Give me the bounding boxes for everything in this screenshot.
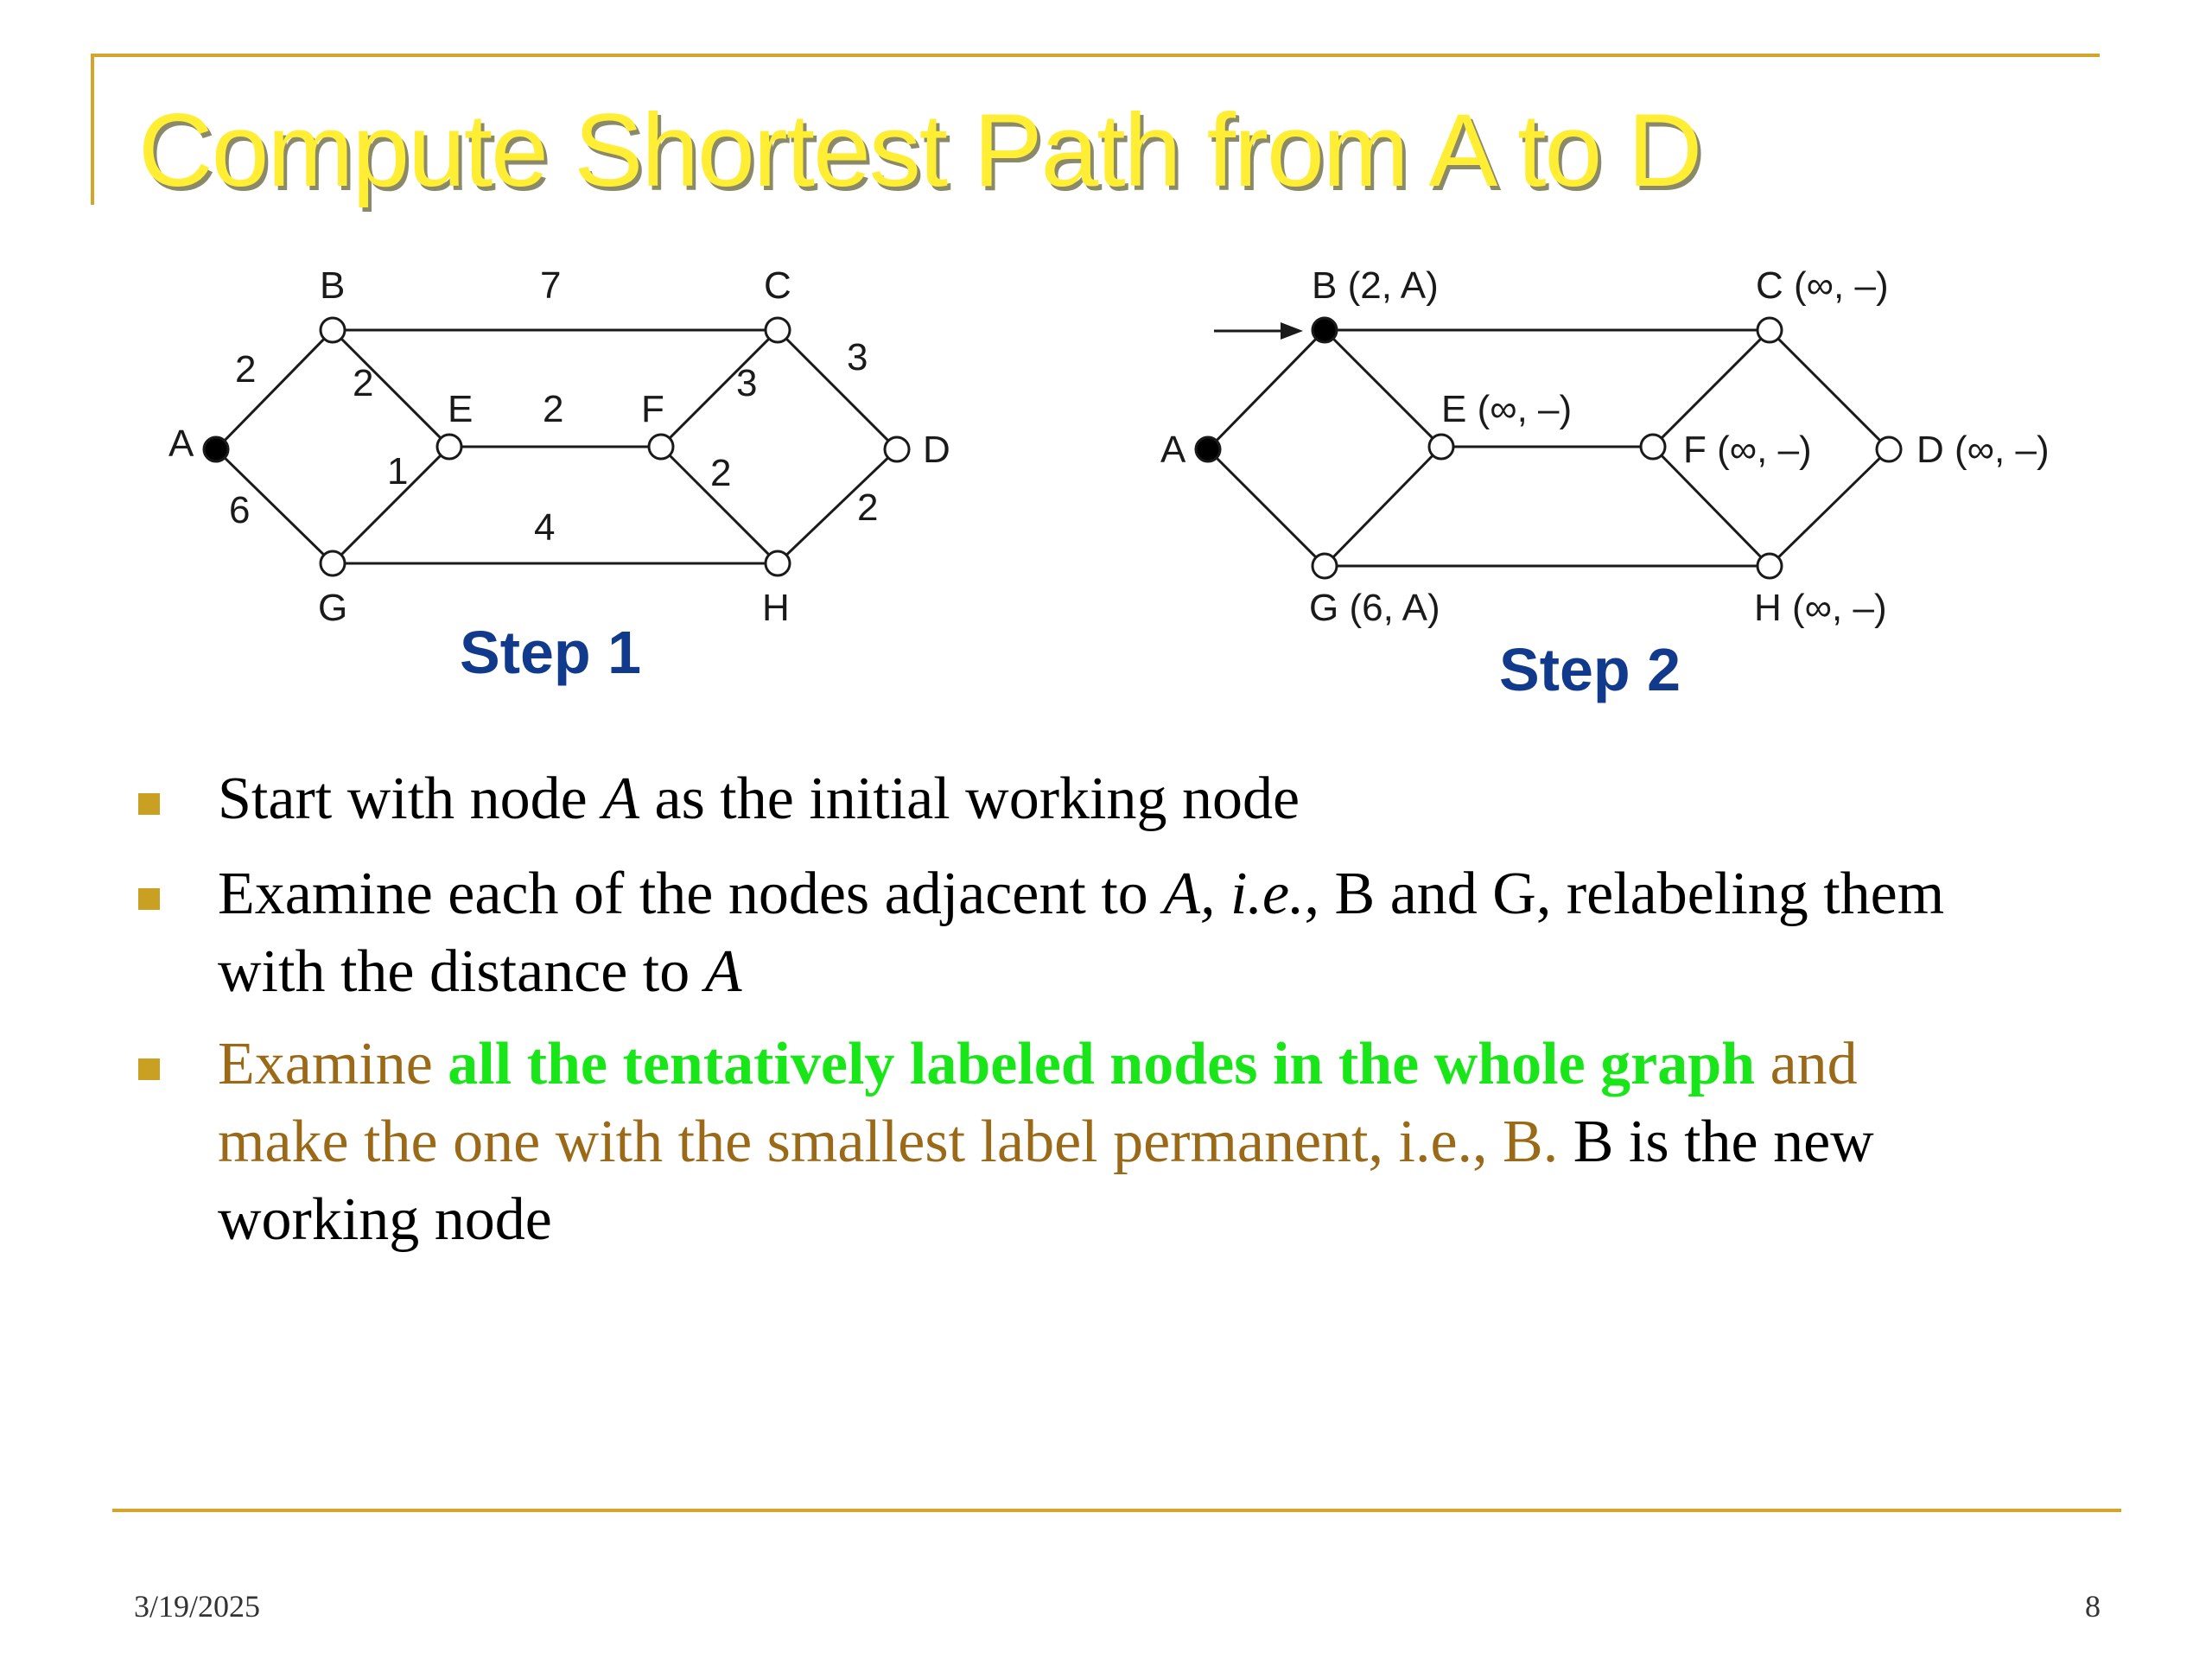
step2-label-e: E (∞, –): [1441, 388, 1573, 430]
step1-node-d: [885, 437, 909, 461]
bullet-2-text-a: Examine each of the nodes adjacent to: [218, 861, 1164, 927]
bullet-3-text-d: B is the new: [1558, 1109, 1874, 1175]
step1-graph: [216, 330, 897, 563]
step2-label-g: G (6, A): [1309, 587, 1440, 629]
step1-node-g: [321, 551, 345, 575]
weight-ag: 6: [229, 489, 251, 531]
step1-node-f: [649, 435, 673, 459]
step1-node-h: [766, 551, 790, 575]
step2-node-h: [1758, 554, 1782, 578]
weight-be: 2: [353, 362, 374, 404]
bullet-3-marker: [138, 1058, 160, 1080]
step1-label-g: G: [318, 587, 348, 629]
weight-hd: 2: [857, 486, 879, 529]
step2-node-g: [1313, 554, 1337, 578]
step1-label-f: F: [641, 388, 664, 430]
weight-fh: 2: [710, 452, 732, 494]
step1-caption: Step 1: [460, 619, 642, 686]
bullet-1-node-a: A: [602, 766, 639, 832]
bullet-3-text-e: working node: [218, 1186, 552, 1253]
step1-label-e: E: [448, 388, 474, 430]
step2-node-d: [1877, 437, 1901, 461]
step2-node-a: [1196, 437, 1220, 461]
step1-node-c: [766, 318, 790, 342]
step1-node-a: [204, 437, 228, 461]
step2-edge-ab: [1208, 330, 1325, 449]
step2-edge-ag: [1208, 449, 1325, 566]
bullet-2-italic: A, i.e.: [1163, 861, 1305, 927]
bullet-1: [218, 760, 2162, 838]
step2-label-a: A: [1160, 429, 1186, 471]
step1-edge-fc: [661, 330, 778, 447]
step2-label-h: H (∞, –): [1754, 587, 1887, 629]
step1-label-a: A: [168, 423, 194, 465]
step1-node-e: [437, 435, 461, 459]
step1-edge-hd: [778, 449, 897, 563]
bullet-3-text-b: and: [1755, 1031, 1858, 1097]
step1-edge-be: [333, 330, 449, 447]
step2-working-arrow-head: [1281, 322, 1303, 340]
weight-cd: 3: [847, 336, 868, 378]
step2-node-f: [1641, 435, 1665, 459]
step1-label-h: H: [762, 587, 790, 629]
footer-date: 3/19/2025: [134, 1589, 261, 1624]
weight-fc: 3: [736, 362, 758, 404]
step1-label-d: D: [923, 429, 950, 471]
step2-node-e: [1429, 435, 1453, 459]
step2-edge-be: [1325, 330, 1441, 447]
bullet-3-highlight: all the tentatively labeled nodes in the whole graph: [448, 1031, 1756, 1097]
bullet-2-node-a: A: [704, 938, 742, 1005]
step2-node-c: [1758, 318, 1782, 342]
step1-edge-weights: [229, 264, 878, 549]
weight-eg: 1: [387, 450, 409, 493]
step2-label-d: D (∞, –): [1916, 429, 2050, 471]
step2-caption: Step 2: [1499, 636, 1681, 703]
step2-node-b: [1313, 318, 1337, 342]
bullet-3: [218, 1026, 2162, 1259]
bullet-2: [218, 855, 2162, 1011]
step1-label-b: B: [320, 264, 346, 307]
step1-edge-cd: [778, 330, 897, 449]
bullet-1-text-a: Start with node: [218, 766, 603, 832]
bullet-2-text-c: with the distance to: [218, 938, 705, 1005]
bullet-3-text-c: make the one with the smallest label permanent, i.e., B.: [218, 1109, 1559, 1175]
bullet-3-text-a: Examine: [218, 1031, 448, 1097]
bullet-1-marker: [138, 793, 160, 815]
step2-label-f: F (∞, –): [1683, 429, 1812, 471]
bullet-2-marker: [138, 888, 160, 910]
step1-label-c: C: [764, 264, 791, 307]
weight-bc: 7: [540, 264, 562, 307]
weight-ab: 2: [235, 348, 257, 391]
step2-label-b: B (2, A): [1312, 264, 1439, 307]
weight-ef: 2: [543, 388, 564, 430]
slide-title: Compute Shortest Path from A to D: [138, 92, 1701, 208]
weight-gh: 4: [534, 506, 556, 549]
step2-edge-eg: [1325, 447, 1441, 566]
bullet-2-text-b: , B and G, relabeling them: [1304, 861, 1945, 927]
bullet-1-text-b: as the initial working node: [639, 766, 1300, 832]
step2-label-c: C (∞, –): [1756, 264, 1889, 307]
step1-node-b: [321, 318, 345, 342]
step1-edge-ab: [216, 330, 333, 449]
page-number: 8: [2085, 1589, 2101, 1624]
